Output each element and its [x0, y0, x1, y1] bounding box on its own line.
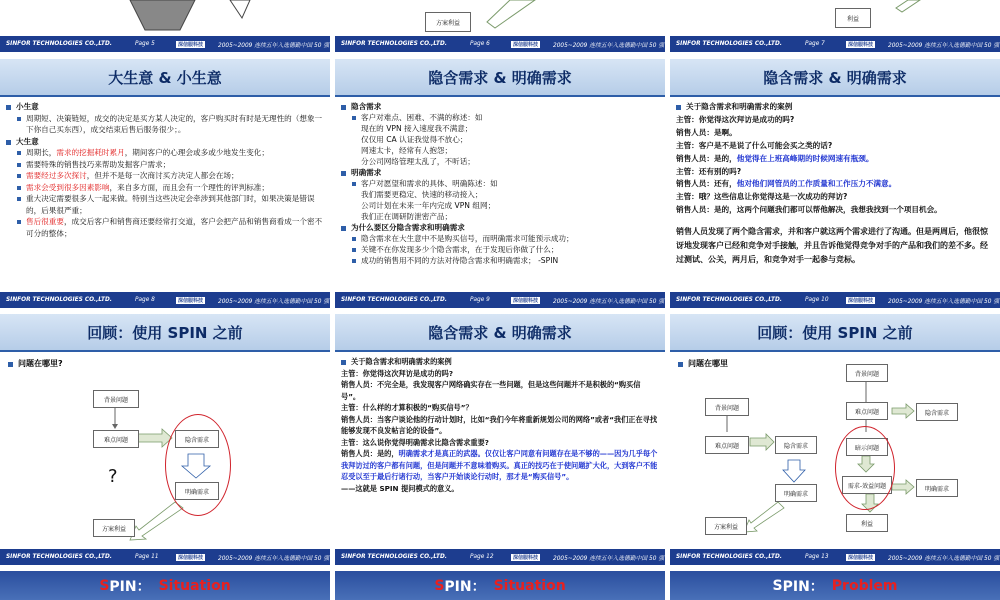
footer-note: 2005~2009 连续五年入选德勤中国 50 强: [553, 555, 665, 562]
slide-body: [6, 101, 324, 239]
text: ，来自多方面，而且会有一个理性的评判标准；: [109, 182, 269, 192]
dialogue-line: 销售人员：不完全是，我发现客户网络确实存在一些问题，但是这些问题并不是积极的“购买信号”。: [341, 380, 641, 401]
text: 销售人员：是的，: [676, 153, 737, 163]
bullet-small-deal: 小生意: [6, 101, 324, 113]
title-text: PIN：: [782, 578, 824, 595]
keyword: Situation: [493, 577, 566, 594]
bullet-explicit-need: 明确需求: [341, 167, 659, 178]
box-solution-benefit: 方案利益: [705, 517, 747, 535]
box-situation-question: 背景问题: [846, 364, 888, 382]
keyword: Problem: [831, 577, 898, 594]
footer: [335, 549, 665, 565]
dialogue-line: 主管：你觉得这次拜访是成功的吗?: [676, 114, 795, 124]
text: 周期长，: [26, 148, 57, 158]
footer-note: 2005~2009 连续五年入选德勤中国 50 强: [553, 42, 665, 49]
footer: [670, 292, 1000, 308]
bullet-case: 关于隐含需求和明确需求的案例: [676, 101, 994, 114]
example-text: 公司计划在未来一年内完成 VPN 组网；: [361, 201, 496, 210]
dialogue-line: ——这就是 SPIN 提问模式的意义。: [341, 483, 459, 493]
bullet-text: [6, 216, 324, 239]
dialogue-line: 主管：这么说你觉得明确需求比隐含需求重要?: [341, 437, 489, 447]
page-number: Page 12: [470, 554, 494, 560]
footer-note: 2005~2009 连续五年入选德勤中国 50 强: [218, 298, 330, 305]
highlight-text: 需求的挖掘耗时累月: [56, 148, 125, 158]
bullet-text: 隐含需求在大生意中不是购买信号，而明确需求可能预示成功；: [341, 233, 659, 244]
bullet-text: 关键不在你发现多少个隐含需求，在于发现后你做了什么；: [341, 244, 659, 255]
company-name: SINFOR TECHNOLOGIES CO.,LTD.: [341, 297, 447, 303]
highlight-text: 明确需求才是真正的武器。仅仅让客户同意有问题存在是不够的——因为几乎每个我拜访过的客户都有问题，但是问题并不意味着购买。真正的技巧在于使问题扩大化，大到客户不能忍受以至于最后行诸行动，当客户开始谈论行动时，那才是“购买信号”。: [341, 449, 658, 482]
company-name: SINFOR TECHNOLOGIES CO.,LTD.: [676, 554, 782, 560]
title-text: PIN：: [444, 578, 486, 595]
example-text: 现在的 VPN 接入速度我不满意；: [361, 124, 473, 133]
slide-title: [670, 571, 1000, 600]
example-text: 我们需要更稳定、快速的移动接入；: [361, 190, 483, 199]
footer-note: 2005~2009 连续五年入选德勤中国 50 强: [888, 42, 1000, 49]
dialogue-line: 销售人员：是的，这两个问题我们都可以帮他解决，我想我找到一个项目机会。: [676, 205, 942, 215]
highlight-text: 需要经过多次探讨: [26, 171, 87, 181]
slide-title: 大生意 & 小生意: [0, 59, 330, 97]
footer-note: 2005~2009 连续五年入选德勤中国 50 强: [218, 555, 330, 562]
highlight-text: 他觉得在上班高峰期的时候网速有瓶颈。: [736, 153, 874, 163]
footer: [335, 36, 665, 52]
footer-note: 2005~2009 连续五年入选德勤中国 50 强: [553, 298, 665, 305]
bullet-text: 周期短、决策链短，成交的决定是买方某人决定的，客户购买时有时是无理性的（想象一下你自己买东西），成交结束后售后服务很少；。: [6, 113, 324, 136]
page-number: Page 11: [135, 554, 159, 560]
box-problem-question: 难点问题: [705, 436, 749, 454]
dialogue-line: 主管：哦？这些信息让你觉得这是一次成功的拜访?: [676, 192, 848, 202]
example-text: 仅仅用 CA 认证我觉得不放心；: [361, 135, 468, 144]
question-heading: 问题在哪里: [678, 358, 728, 369]
bullet-why: 为什么要区分隐含需求和明确需求: [341, 222, 659, 233]
bullet-text: [6, 170, 324, 182]
box-implication-question: 暗示问题: [846, 438, 888, 456]
box-situation-question: 背景问题: [705, 398, 749, 416]
page-number: Page 6: [470, 41, 490, 47]
bullet-text: 需要特殊的销售技巧来帮助发掘客户需求；: [6, 159, 324, 171]
dialogue-line: [676, 178, 994, 191]
dialogue-line: 销售人员：是啊。: [676, 127, 737, 137]
highlight-ellipse: [835, 426, 895, 510]
company-name: SINFOR TECHNOLOGIES CO.,LTD.: [676, 41, 782, 47]
box-need-payoff-question: 需求-效益问题: [842, 476, 892, 494]
company-logo: 深信服科技: [178, 554, 204, 561]
bullet-text: 客户对愿望和需求的具体、明确陈述：如: [341, 178, 659, 189]
page-number: Page 13: [805, 554, 829, 560]
highlight-text: 他对他们网管员的工作质量和工作压力不满意。: [736, 179, 897, 189]
title-text: PIN：: [109, 578, 151, 595]
dialogue-line: 销售人员：当客户谈论他的行动计划时，比如“我们今年将重新规划公司的网络”或者“我们正在寻找能够发现不良发帖言论的设备”。: [341, 414, 658, 436]
dialogue-line: 主管：还有别的吗?: [676, 166, 742, 176]
highlight-text: 需求会受到很多因素影响: [26, 182, 110, 192]
footer: [670, 36, 1000, 52]
slide-title: 隐含需求 & 明确需求: [670, 59, 1000, 97]
bullet-implied-need: 隐含需求: [341, 101, 659, 112]
slide-body: [341, 101, 659, 266]
company-logo: 深信服科技: [178, 41, 204, 48]
footer-note: 2005~2009 连续五年入选德勤中国 50 强: [218, 42, 330, 49]
company-logo: 深信服科技: [178, 297, 204, 304]
slide-10[interactable]: [670, 59, 1000, 308]
box-problem-question: 难点问题: [93, 430, 139, 448]
keyword: Situation: [158, 577, 231, 594]
bullet-text: [6, 147, 324, 159]
box-problem-question: 难点问题: [846, 402, 888, 420]
slide-9[interactable]: [335, 59, 665, 308]
slide-title: [335, 571, 665, 600]
question-mark: ?: [108, 466, 118, 487]
example-text: 网速太卡，经常有人抱怨；: [361, 146, 453, 155]
page-number: Page 5: [135, 41, 155, 47]
box-benefit: 利益: [846, 514, 888, 532]
box-solution-benefit: 方案利益: [93, 519, 135, 537]
footer: [0, 36, 330, 52]
slide-body: [676, 101, 994, 267]
page-number: Page 7: [805, 41, 825, 47]
slide-5[interactable]: [0, 0, 330, 52]
highlight-ellipse: [165, 414, 231, 516]
box-explicit-need: 明确需求: [916, 479, 958, 497]
slide-12[interactable]: [335, 314, 665, 565]
text: ，成交后客户和销售商还要经常打交道，客户会把产品和销售商看成一个密不可分的整体；: [26, 217, 323, 238]
dialogue-line: [676, 153, 994, 166]
box-situation-question: 背景问题: [93, 390, 139, 408]
box-explicit-need: 明确需求: [175, 482, 219, 500]
dialogue-line: 主管：客户是不是说了什么可能会买之类的话?: [676, 140, 833, 150]
footer-note: 2005~2009 连续五年入选德勤中国 50 强: [888, 298, 1000, 305]
footer: [0, 549, 330, 565]
slide-8[interactable]: [0, 59, 330, 308]
bullet-text: 重大决定需要很多人一起来做。特别当这些决定会牵涉到其他部门时，如果决策是错误的，后果很严重；: [6, 193, 324, 216]
slide-title: 回顾：使用 SPIN 之前: [0, 314, 330, 352]
company-logo: 深信服科技: [848, 297, 874, 304]
company-logo: 深信服科技: [848, 554, 874, 561]
slide-title: 隐含需求 & 明确需求: [335, 314, 665, 352]
company-logo: 深信服科技: [848, 41, 874, 48]
box-explicit-need: 明确需求: [775, 484, 817, 502]
company-name: SINFOR TECHNOLOGIES CO.,LTD.: [6, 41, 112, 47]
bullet-text: [6, 182, 324, 194]
company-logo: 深信服科技: [513, 41, 539, 48]
question-heading: 问题在哪里?: [8, 358, 63, 369]
slide-16[interactable]: [670, 571, 1000, 600]
bullet-big-deal: 大生意: [6, 136, 324, 148]
company-name: SINFOR TECHNOLOGIES CO.,LTD.: [341, 41, 447, 47]
text: 销售人员：是的，: [341, 449, 399, 459]
page-number: Page 8: [135, 297, 155, 303]
slide-7[interactable]: [670, 0, 1000, 52]
highlight-text: 售后很重要: [26, 217, 64, 227]
flow-arrows: [0, 314, 330, 565]
letter-s: S: [434, 577, 445, 594]
company-logo: 深信服科技: [513, 297, 539, 304]
slide-title: [0, 571, 330, 600]
letter-s: S: [772, 577, 783, 594]
box-solution-benefit: 方案利益: [425, 12, 471, 32]
box-benefit: 利益: [835, 8, 871, 28]
company-name: SINFOR TECHNOLOGIES CO.,LTD.: [6, 297, 112, 303]
slide-title: 回顾：使用 SPIN 之前: [670, 314, 1000, 352]
company-logo: 深信服科技: [513, 554, 539, 561]
letter-s: S: [99, 577, 110, 594]
example-text: 分公司网络管理太乱了，不听话；: [361, 157, 475, 166]
slide-title: 隐含需求 & 明确需求: [335, 59, 665, 97]
slide-13[interactable]: [670, 314, 1000, 565]
text: 销售人员：还有，: [676, 179, 737, 189]
example-text: 我们正在调研防泄密产品；: [361, 212, 453, 221]
footer: [0, 292, 330, 308]
text: ，但并不是每一次商讨买方决定人都会在场；: [86, 171, 239, 181]
slide-15[interactable]: [335, 571, 665, 600]
summary-paragraph: 销售人员发现了两个隐含需求，并和客户就这两个需求进行了沟通。但是两周后，他很惊讶地发现客户已经和竞争对手接触，并且告诉他觉得竞争对手的产品和我们的差不多。经过测试、公关，两月后，和竞争对手一起参与竞标。: [676, 227, 988, 265]
page-number: Page 9: [470, 297, 490, 303]
company-name: SINFOR TECHNOLOGIES CO.,LTD.: [676, 297, 782, 303]
slide-body: [341, 356, 659, 494]
dialogue-line: 主管：什么样的才算积极的“购买信号”？: [341, 403, 473, 413]
footer-note: 2005~2009 连续五年入选德勤中国 50 强: [888, 555, 1000, 562]
dialogue-line: 主管：你觉得这次拜访是成功的吗?: [341, 368, 453, 378]
box-implied-need: 隐含需求: [916, 403, 958, 421]
bullet-text: 成功的销售用不同的方法对待隐含需求和明确需求； -SPIN: [341, 255, 659, 266]
footer: [670, 549, 1000, 565]
company-name: SINFOR TECHNOLOGIES CO.,LTD.: [6, 554, 112, 560]
bullet-text: 客户对难点、困难、不满的称述：如: [341, 112, 659, 123]
text: ，期间客户的心理会或多或少地发生变化；: [124, 148, 269, 158]
dialogue-line: [341, 448, 659, 483]
box-implied-need: 隐含需求: [775, 436, 817, 454]
footer: [335, 292, 665, 308]
page-number: Page 10: [805, 297, 829, 303]
slide-14[interactable]: [0, 571, 330, 600]
slide-11[interactable]: [0, 314, 330, 565]
company-name: SINFOR TECHNOLOGIES CO.,LTD.: [341, 554, 447, 560]
bullet-case: 关于隐含需求和明确需求的案例: [341, 356, 659, 368]
slide-6[interactable]: [335, 0, 665, 52]
box-implied-need: 隐含需求: [175, 430, 219, 448]
